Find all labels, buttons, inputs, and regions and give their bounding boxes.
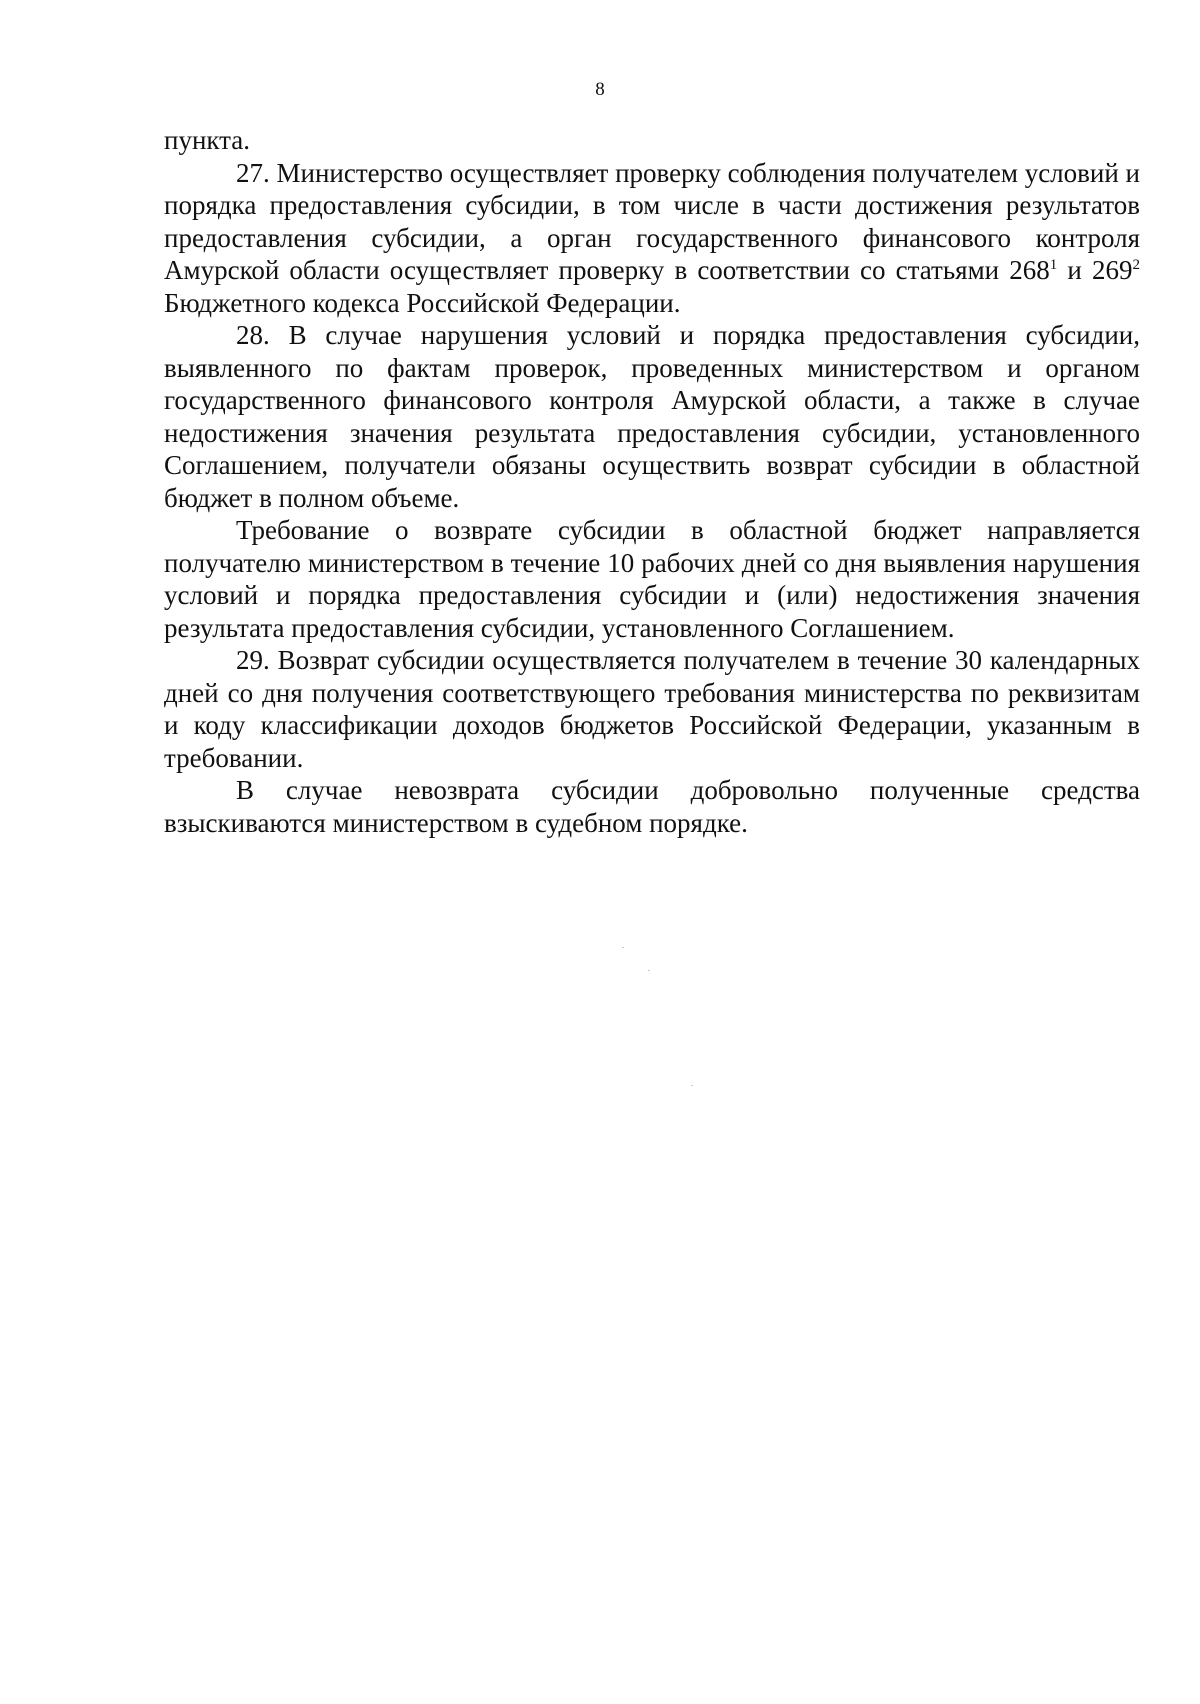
paragraph-29-enforcement: В случае невозврата субсидии добровольно полученные средства взыскиваются министерством в судебном порядке. <box>164 775 1140 838</box>
paragraph-28-requirement: Требование о возврате субсидии в областной бюджет направляется получателю министерством в течение 10 рабочих дней со дня выявления нарушения условий и порядка предоставления субсидии и (или) недостижения значения результата предоставления субсидии, установленного Соглашением. <box>164 515 1140 643</box>
paragraph-27-text: 27. Министерство осуществляет проверку соблюдения получателем условий и порядка предоставления субсидии, в том числе в части достижения результатов предоставления субсидии, а орган государственного финансового контроля Амурской области осуществляет проверку в соответствии со статьями 268 <box>164 157 1140 285</box>
scan-speck <box>691 1085 693 1086</box>
scan-speck <box>622 947 624 948</box>
page-number: 8 <box>595 79 605 100</box>
paragraph-28: 28. В случае нарушения условий и порядка предоставления субсидии, выявленного по фактам проверок, проведенных министерством и органом государственного финансового контроля Амурской области, а также в случае недостижения значения результата предоставления субсидии, установленного Соглашением, получатели обязаны осуществить возврат субсидии в областной бюджет в полном объеме. <box>164 320 1140 513</box>
paragraph-27-text-middle: и 269 <box>1057 255 1133 285</box>
document-body <box>164 124 1140 839</box>
paragraph-continuation: пункта. <box>164 125 251 155</box>
scan-speck <box>648 970 650 971</box>
paragraph-27-text-end: Бюджетного кодекса Российской Федерации. <box>164 287 681 318</box>
paragraph-29: 29. Возврат субсидии осуществляется получателем в течение 30 календарных дней со дня получения соответствующего требования министерства по реквизитам и коду классификации доходов бюджетов Российской Федерации, указанным в требовании. <box>164 645 1140 773</box>
paragraph-27 <box>164 157 1140 320</box>
superscript-2: 2 <box>1132 257 1140 273</box>
superscript-1: 1 <box>1049 257 1058 273</box>
